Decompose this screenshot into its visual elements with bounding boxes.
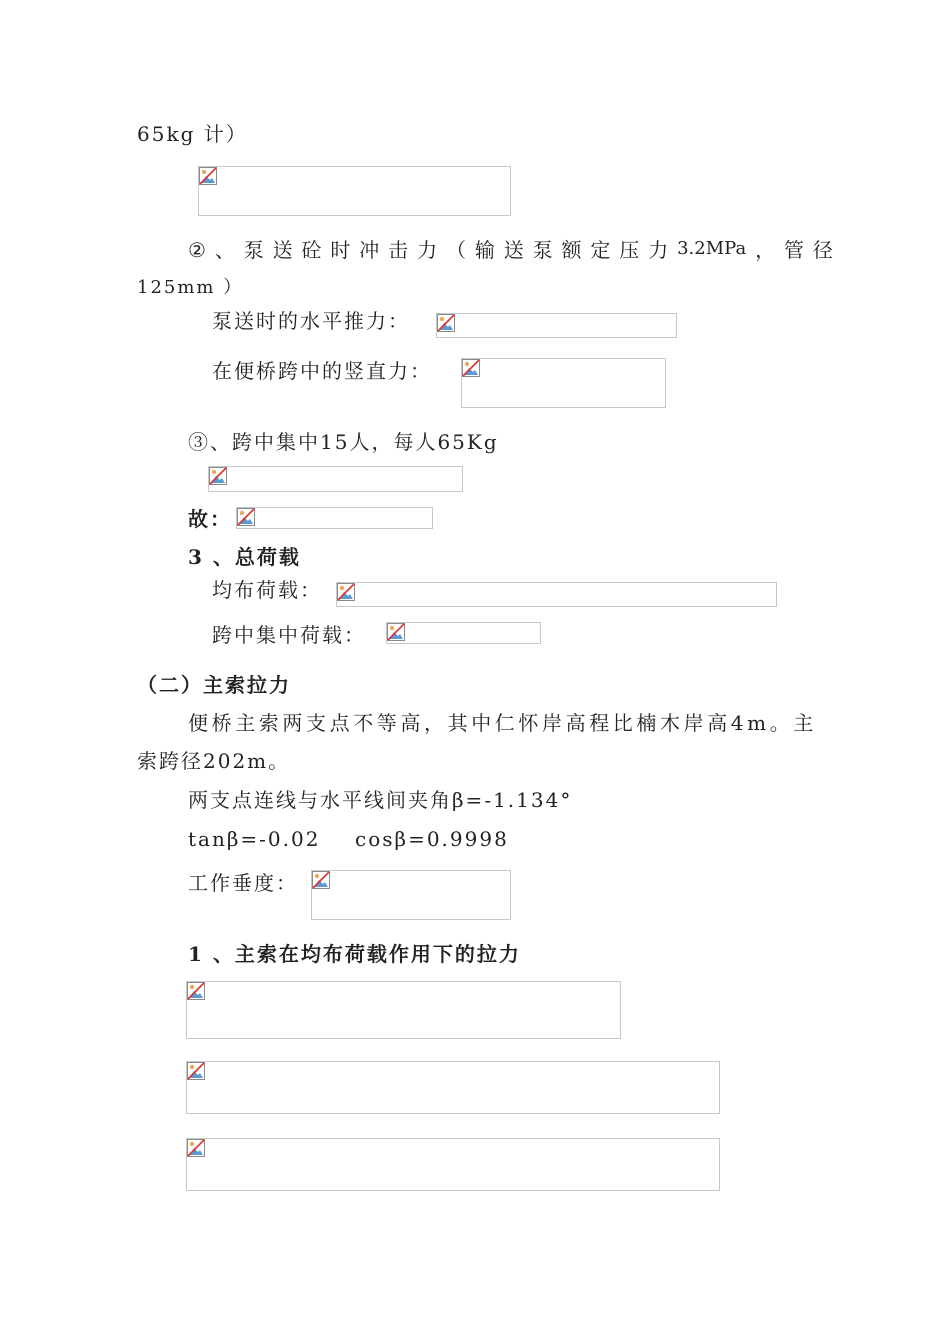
text-line: ③、跨中集中15人，每人65Kg — [188, 430, 499, 454]
char: 时 — [330, 238, 351, 262]
formula-image — [198, 166, 511, 216]
text-line: cosβ=0.9998 — [355, 827, 509, 851]
text-line-justified — [188, 240, 833, 260]
formula-image — [436, 313, 677, 338]
char: ② — [188, 238, 206, 262]
broken-image-icon — [437, 314, 455, 332]
char: （ — [445, 238, 466, 262]
text-line: tanβ=-0.02 — [188, 827, 321, 851]
broken-image-icon — [187, 1139, 205, 1157]
broken-image-icon — [387, 623, 405, 641]
formula-image — [186, 981, 621, 1039]
char: 力 — [417, 238, 438, 262]
formula-image — [386, 622, 541, 644]
char: 径 — [812, 238, 833, 262]
section-heading: 3 、总荷载 — [188, 545, 301, 569]
text-line: 跨中集中荷载： — [212, 623, 366, 647]
char: 冲 — [359, 238, 380, 262]
broken-image-icon — [237, 508, 255, 526]
broken-image-icon — [209, 467, 227, 485]
text-line: 65kg 计） — [137, 122, 248, 146]
formula-image — [186, 1138, 720, 1191]
text-line: 两支点连线与水平线间夹角β=-1.134° — [188, 788, 573, 812]
text-line: 125mm ） — [137, 277, 244, 298]
formula-image — [336, 582, 777, 607]
broken-image-icon — [187, 1062, 205, 1080]
char: 泵 — [532, 238, 553, 262]
text-line: 工作垂度： — [188, 871, 298, 895]
char: 压 — [619, 238, 640, 262]
broken-image-icon — [312, 871, 330, 889]
char: 、 — [214, 238, 235, 262]
char: 送 — [503, 238, 524, 262]
char: 送 — [272, 238, 293, 262]
formula-image — [311, 870, 511, 920]
char: 泵 — [243, 238, 264, 262]
text-line: 索跨径202m。 — [137, 749, 291, 773]
char: ， — [755, 238, 776, 262]
text-line: 泵送时的水平推力： — [212, 309, 410, 333]
section-heading: 1 、主索在均布荷载作用下的拉力 — [188, 942, 521, 966]
broken-image-icon — [337, 583, 355, 601]
formula-image — [236, 507, 433, 529]
text-line: 均布荷载： — [212, 578, 322, 602]
char: 管 — [783, 238, 804, 262]
char: 力 — [648, 238, 669, 262]
char: 定 — [590, 238, 611, 262]
formula-image — [461, 358, 666, 408]
char: 砼 — [301, 238, 322, 262]
broken-image-icon — [187, 982, 205, 1000]
broken-image-icon — [462, 359, 480, 377]
broken-image-icon — [199, 167, 217, 185]
section-heading: （二）主索拉力 — [137, 673, 291, 697]
text-line: 在便桥跨中的竖直力： — [212, 359, 432, 383]
text-line: 故： — [188, 507, 232, 531]
char: 额 — [561, 238, 582, 262]
char: 3.2MPa — [677, 238, 747, 259]
formula-image — [208, 466, 463, 492]
char: 输 — [474, 238, 495, 262]
text-line: 便桥主索两支点不等高，其中仁怀岸高程比楠木岸高4m。主 — [188, 711, 817, 735]
formula-image — [186, 1061, 720, 1114]
char: 击 — [388, 238, 409, 262]
